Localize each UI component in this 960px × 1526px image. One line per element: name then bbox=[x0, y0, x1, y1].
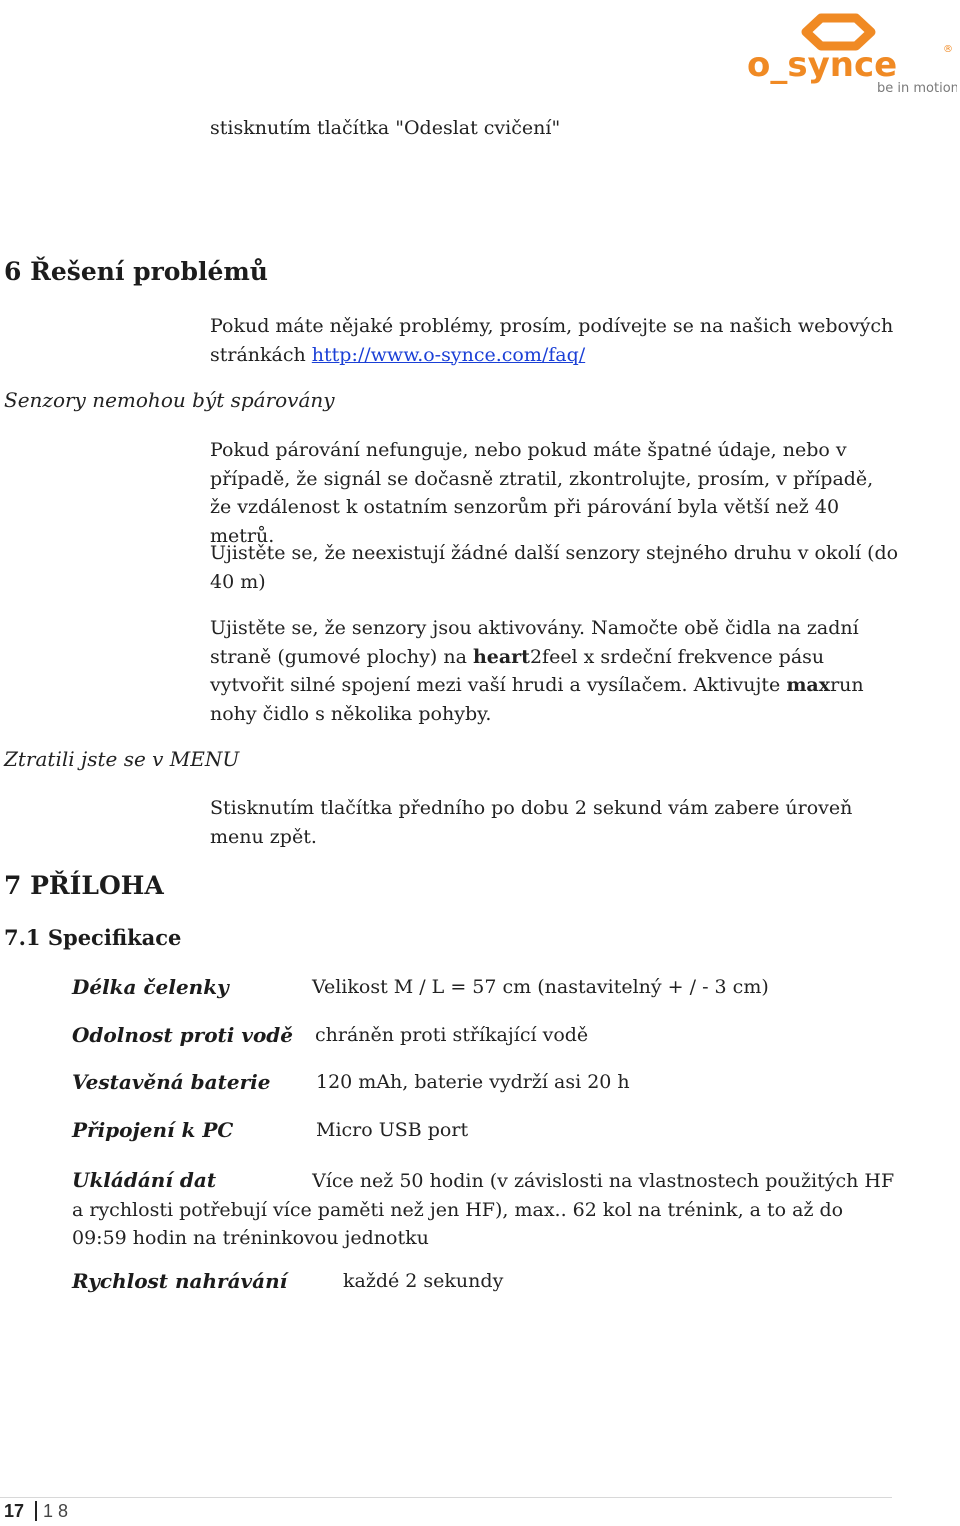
spec-upload-value: každé 2 sekundy bbox=[343, 1270, 504, 1292]
logo-brand-text: o_synce bbox=[747, 45, 898, 85]
spec-battery-value: 120 mAh, baterie vydrží asi 20 h bbox=[316, 1071, 630, 1093]
spec-battery-label: Vestavěná baterie bbox=[72, 1070, 271, 1094]
spec-storage bbox=[72, 1166, 902, 1253]
p3-part-c: 2feel x srdeční frekvence pásu vytvořit silné spojení mezi vaší hrudi a vysílačem. Aktivujte bbox=[210, 645, 825, 696]
p3-part-d: run nohy čidlo s několika pohyby. bbox=[210, 674, 864, 725]
section-7-heading: 7 PŘÍLOHA bbox=[4, 871, 164, 900]
spec-water-value: chráněn proti stříkající vodě bbox=[315, 1024, 589, 1046]
total-pages: 1 8 bbox=[43, 1501, 69, 1521]
spec-pc-label: Připojení k PC bbox=[72, 1118, 234, 1142]
menu-side-label: Ztratili jste se v MENU bbox=[4, 747, 240, 771]
menu-paragraph: Stisknutím tlačítka předního po dobu 2 sekund vám zabere úroveň menu zpět. bbox=[210, 797, 853, 848]
section-7-1-heading: 7.1 Specifikace bbox=[4, 925, 182, 950]
logo-tagline: be in motion bbox=[877, 81, 957, 96]
brand-logo bbox=[745, 8, 957, 96]
spec-water-label: Odolnost proti vodě bbox=[72, 1023, 294, 1047]
spec-pc-value: Micro USB port bbox=[316, 1119, 469, 1141]
spec-length-value: Velikost M / L = 57 cm (nastavitelný + / - 3 cm) bbox=[312, 976, 769, 998]
p3-part-a: Ujistěte se, že senzory jsou aktivovány. Namočte obě čidla na zadní straně (gumové plochy) na bbox=[210, 617, 859, 668]
section-6-intro bbox=[210, 312, 900, 369]
spec-storage-label: Ukládání dat bbox=[72, 1168, 217, 1192]
spec-storage-value: Více než 50 hodin (v závislosti na vlastnostech použitých HF a rychlosti potřebují více paměti než jen HF), max.. 62 kol na trénink, a to až do 09:59 hodin na tréninkovou jednotku bbox=[72, 1170, 895, 1249]
page-separator bbox=[35, 1501, 37, 1521]
page-number bbox=[4, 1501, 68, 1522]
heart-brand: heart bbox=[472, 645, 530, 668]
footer-divider bbox=[0, 1497, 892, 1498]
sensors-paragraph-1: Pokud párování nefunguje, nebo pokud máte špatné údaje, nebo v případě, že signál se dočasně ztratil, zkontrolujte, prosím, v případě, že vzdálenost k ostatním senzorům při párování byla větší než 40 metrů. bbox=[210, 439, 874, 547]
max-brand: max bbox=[786, 674, 831, 696]
o-synce-logo-icon bbox=[745, 8, 957, 96]
spec-upload-label: Rychlost nahrávání bbox=[72, 1269, 288, 1293]
logo-registered-mark: ® bbox=[943, 44, 953, 55]
faq-link[interactable]: http://www.o-synce.com/faq/ bbox=[311, 343, 586, 366]
current-page: 17 bbox=[4, 1501, 25, 1521]
section-6-intro-text: Pokud máte nějaké problémy, prosím, podívejte se na našich webových stránkách bbox=[210, 315, 894, 366]
section-6-heading: 6 Řešení problémů bbox=[4, 257, 268, 286]
sensors-paragraph-3 bbox=[210, 614, 900, 728]
sensors-paragraph-2: Ujistěte se, že neexistují žádné další senzory stejného druhu v okolí (do 40 m) bbox=[210, 542, 899, 593]
spec-length-label: Délka čelenky bbox=[72, 975, 229, 999]
intro-text: stisknutím tlačítka "Odeslat cvičení" bbox=[210, 117, 561, 139]
sensors-side-label: Senzory nemohou být spárovány bbox=[4, 388, 335, 412]
